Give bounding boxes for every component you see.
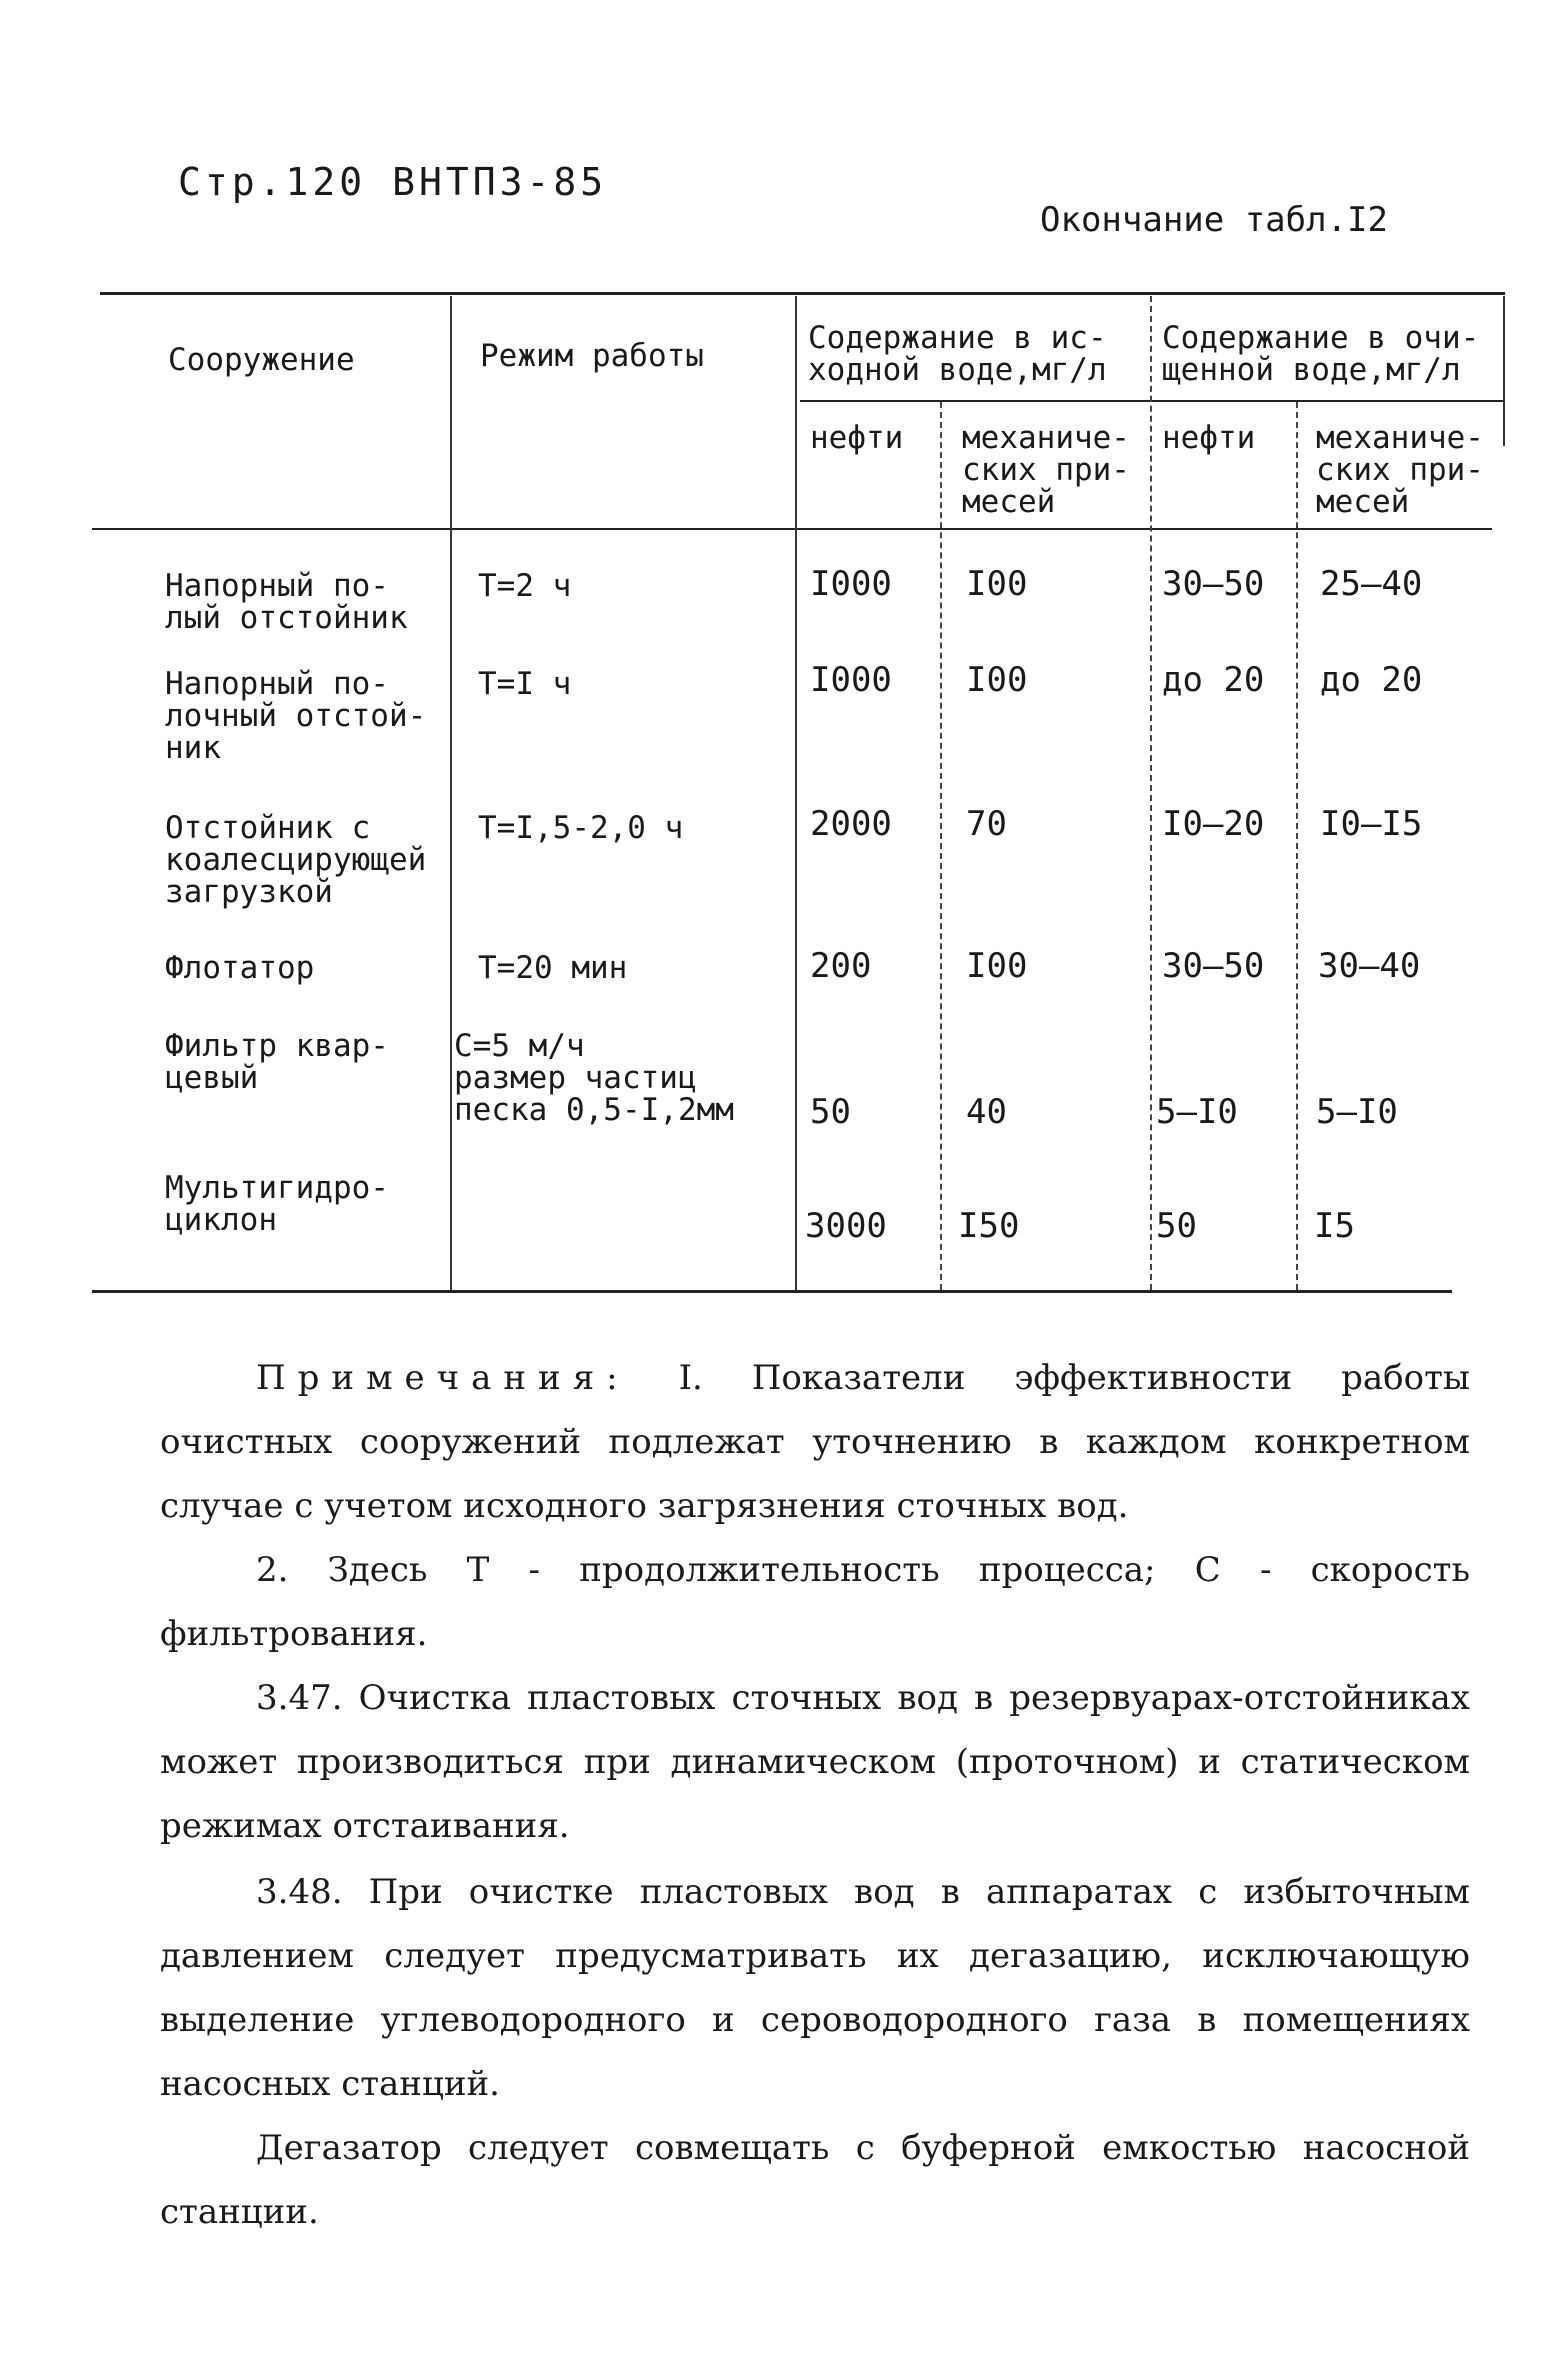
row-src-oil: 2000 xyxy=(810,804,892,844)
row-out-mech: 5–I0 xyxy=(1316,1092,1398,1132)
row-out-mech: I0–I5 xyxy=(1320,804,1423,844)
header-source-content: Содержание в ис- ходной воде,мг/л xyxy=(808,320,1107,388)
row-out-mech: до 20 xyxy=(1320,660,1423,700)
row-mode: Т=I ч xyxy=(478,666,572,702)
row-mode: Т=I,5-2,0 ч xyxy=(478,810,684,846)
row-out-oil: 30–50 xyxy=(1162,946,1265,986)
table-caption: Окончание табл.I2 xyxy=(1040,200,1388,240)
subheader-oil: нефти xyxy=(1162,420,1256,456)
table-top-rule xyxy=(100,292,1505,295)
row-src-oil: I000 xyxy=(810,660,892,700)
subheader-mech: механиче- ских при- месей xyxy=(962,420,1130,520)
note-1 xyxy=(160,1346,1470,1538)
row-src-mech: 40 xyxy=(966,1092,1007,1132)
row-structure: Мультигидро- циклон xyxy=(165,1170,389,1238)
row-out-oil: 5–I0 xyxy=(1156,1092,1238,1132)
header-structure: Сооружение xyxy=(168,342,355,378)
row-src-mech: I00 xyxy=(966,564,1028,604)
col-divider xyxy=(1296,402,1298,1290)
row-out-oil: до 20 xyxy=(1162,660,1265,700)
subheader-mech: механиче- ских при- месей xyxy=(1316,420,1484,520)
notes-heading: Примечания: xyxy=(256,1358,630,1398)
paragraph-degasser: Дегазатор следует совмещать с буферной емкостью насосной станции. xyxy=(160,2128,1470,2232)
note-2: 2. Здесь Т - продолжительность процесса; С - скорость фильтрования. xyxy=(160,1550,1470,1654)
col-divider xyxy=(1150,296,1152,1290)
header-mode: Режим работы xyxy=(480,338,704,374)
header-bottom-rule xyxy=(92,528,1492,530)
row-src-oil: 50 xyxy=(810,1092,851,1132)
row-src-oil: 3000 xyxy=(805,1206,887,1246)
row-out-mech: I5 xyxy=(1314,1206,1355,1246)
col-divider xyxy=(450,296,452,1290)
row-mode: Т=2 ч xyxy=(478,568,572,604)
subheader-oil: нефти xyxy=(810,420,904,456)
row-out-oil: I0–20 xyxy=(1162,804,1265,844)
table-bottom-rule xyxy=(92,1290,1452,1293)
row-out-mech: 30–40 xyxy=(1318,946,1421,986)
row-out-oil: 50 xyxy=(1156,1206,1197,1246)
row-src-oil: 200 xyxy=(810,946,872,986)
row-structure: Флотатор xyxy=(165,950,315,986)
document-code: ВНТП3-85 xyxy=(392,160,608,204)
page-number: Стр.120 xyxy=(178,160,367,204)
paragraph-3-48: 3.48. При очистке пластовых вод в аппаратах с избыточным давлением следует предусматривать их дегазацию, исключающую выделение углеводородного и сероводородного газа в помещениях насосных станций. xyxy=(160,1872,1470,2104)
row-structure: Фильтр квар- цевый xyxy=(165,1028,389,1096)
row-src-mech: I50 xyxy=(958,1206,1020,1246)
note-1-text: I. Показатели эффективности работы очистных сооружений подлежат уточнению в каждом конкретном случае с учетом исходного загрязнения сточных вод. xyxy=(160,1358,1470,1526)
row-structure: Отстойник с коалесцирующей загрузкой xyxy=(165,810,427,910)
row-structure: Напорный по- лый отстойник xyxy=(165,568,408,636)
row-out-mech: 25–40 xyxy=(1320,564,1423,604)
col-divider xyxy=(940,402,942,1290)
subheader-rule xyxy=(800,400,1505,402)
row-out-oil: 30–50 xyxy=(1162,564,1265,604)
row-structure: Напорный по- лочный отстой- ник xyxy=(165,666,427,766)
row-src-mech: I00 xyxy=(966,946,1028,986)
row-src-oil: I000 xyxy=(810,564,892,604)
col-divider xyxy=(795,296,797,1290)
paragraph-3-47: 3.47. Очистка пластовых сточных вод в резервуарах-отстойниках может производиться при динамическом (проточном) и статическом режимах отстаивания. xyxy=(160,1678,1470,1846)
row-mode: С=5 м/ч размер частиц песка 0,5-I,2мм xyxy=(454,1028,734,1128)
row-src-mech: I00 xyxy=(966,660,1028,700)
row-mode: Т=20 мин xyxy=(478,950,628,986)
row-src-mech: 70 xyxy=(966,804,1007,844)
header-cleaned-content: Содержание в очи- щенной воде,мг/л xyxy=(1162,320,1480,388)
col-divider xyxy=(1503,296,1505,446)
